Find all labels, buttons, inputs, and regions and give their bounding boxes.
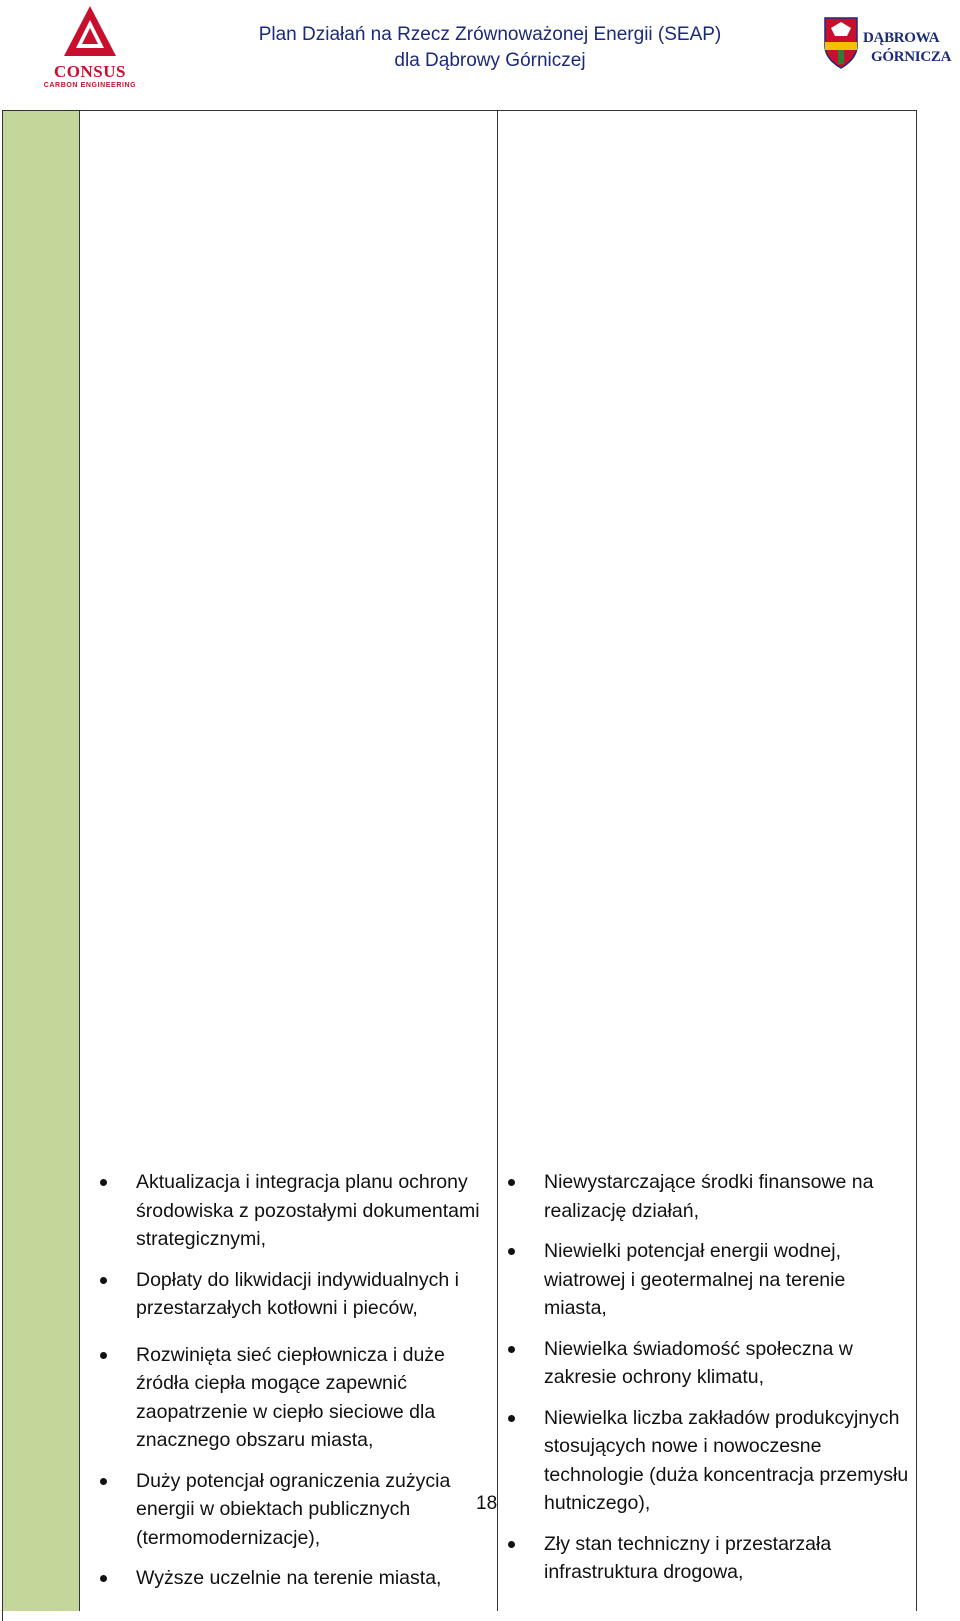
list-item: Dopłaty do likwidacji indywidualnych i przestarzałych kotłowni i pieców, bbox=[100, 1266, 495, 1323]
consus-brand-name: CONSUS bbox=[54, 62, 126, 81]
strengths-list bbox=[100, 1168, 498, 1593]
list-item: Niewystarczające środki finansowe na realizację działań, bbox=[508, 1168, 913, 1225]
list-item: Niewielka liczba zakładów produkcyjnych stosujących nowe i nowoczesne technologie (duża koncentracja przemysłu hutniczego), bbox=[508, 1404, 913, 1518]
consus-triangle-icon bbox=[62, 4, 118, 62]
strengths-column bbox=[100, 1168, 498, 1605]
dabrowa-gornicza-logo bbox=[815, 16, 955, 78]
list-item: Zły stan techniczny i przestarzała infrastruktura drogowa, bbox=[508, 1530, 913, 1587]
table-right-border bbox=[916, 111, 917, 1611]
document-header-title bbox=[200, 22, 780, 74]
list-item: Wyższe uczelnie na terenie miasta, bbox=[100, 1564, 495, 1593]
list-item: Rozwinięta sieć ciepłownicza i duże źródła ciepła mogące zapewnić zaopatrzenie w ciepło sieciowe dla znacznego obszaru miasta, bbox=[100, 1341, 495, 1455]
table-label-column bbox=[3, 111, 80, 1611]
weaknesses-column bbox=[508, 1168, 913, 1599]
consus-tagline: CARBON ENGINEERING bbox=[43, 82, 137, 89]
consus-logo bbox=[38, 4, 142, 92]
list-item: Aktualizacja i integracja planu ochrony środowiska z pozostałymi dokumentami strategicznymi, bbox=[100, 1168, 495, 1254]
city-coat-of-arms-icon bbox=[823, 16, 859, 70]
page-number: 18 bbox=[476, 1493, 498, 1514]
list-item: Duży potencjał ograniczenia zużycia energii w obiektach publicznych (termomodernizacje), bbox=[100, 1467, 495, 1553]
list-item: Niewielka świadomość społeczna w zakresie ochrony klimatu, bbox=[508, 1335, 913, 1392]
weaknesses-list bbox=[508, 1168, 913, 1587]
list-item: Niewielki potencjał energii wodnej, wiatrowej i geotermalnej na terenie miasta, bbox=[508, 1237, 913, 1323]
header-title-line-1: Plan Działań na Rzecz Zrównoważonej Energii (SEAP) bbox=[258, 24, 722, 45]
city-name-line-1: DĄBROWA bbox=[863, 30, 940, 46]
header-title-line-2: dla Dąbrowy Górniczej bbox=[394, 50, 586, 71]
city-name-line-2: GÓRNICZA bbox=[871, 49, 952, 65]
table-column-divider bbox=[497, 111, 498, 1611]
